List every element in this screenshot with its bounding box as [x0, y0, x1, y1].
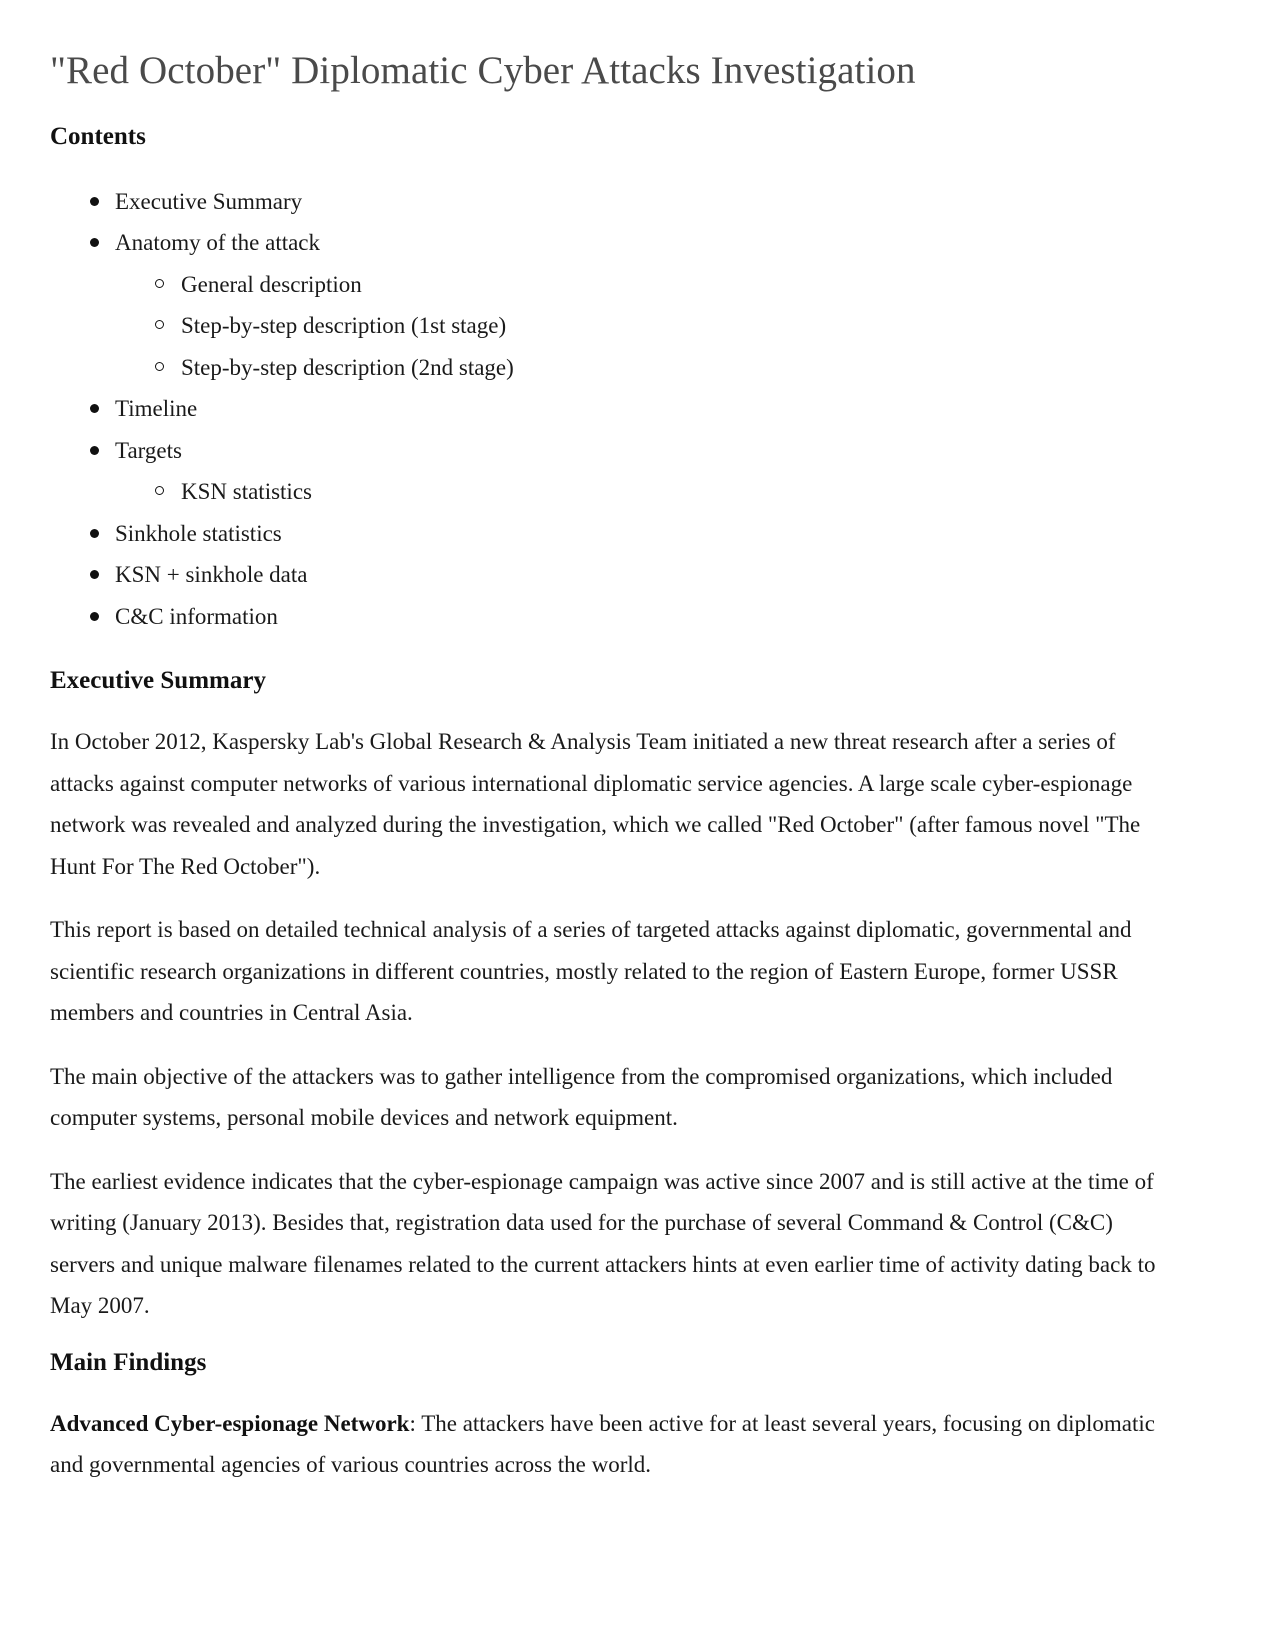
table-of-contents: [50, 181, 1175, 638]
executive-summary-paragraph: This report is based on detailed technical analysis of a series of targeted attacks against diplomatic, governmental and scientific research organizations in different countries, mostly related to the region of Eastern Europe, former USSR members and countries in Central Asia.: [50, 917, 1132, 1026]
toc-item-executive-summary[interactable]: Executive Summary: [90, 181, 1175, 223]
main-findings-heading: Main Findings: [50, 1348, 207, 1376]
executive-summary-paragraph: The main objective of the attackers was to gather intelligence from the compromised organizations, which included computer systems, personal mobile devices and network equipment.: [50, 1063, 1113, 1131]
toc-item-targets[interactable]: Targets: [90, 430, 1175, 472]
toc-item-general-description[interactable]: General description: [156, 264, 1175, 306]
toc-item-cc-information[interactable]: C&C information: [90, 596, 1175, 638]
toc-item-ksn-sinkhole-data[interactable]: KSN + sinkhole data: [90, 554, 1175, 596]
finding-text: : The attackers have been active for at least several years, focusing on diplomatic and governmental agencies of various countries across the world.: [50, 1410, 1155, 1478]
toc-item-timeline[interactable]: Timeline: [90, 388, 1175, 430]
toc-item-sinkhole-statistics[interactable]: Sinkhole statistics: [90, 513, 1175, 555]
executive-summary-paragraph: In October 2012, Kaspersky Lab's Global Research & Analysis Team initiated a new threat research after a series of attacks against computer networks of various international diplomatic service agencies. A large scale cyber-espionage network was revealed and analyzed during the investigation, which we called "Red October" (after famous novel "The Hunt For The Red October").: [50, 729, 1141, 879]
main-findings-paragraph: [50, 1403, 1175, 1486]
toc-item-step-by-step-1st-stage[interactable]: Step-by-step description (1st stage): [156, 305, 1175, 347]
executive-summary-paragraph: The earliest evidence indicates that the cyber-espionage campaign was active since 2007 and is still active at the time of writing (January 2013). Besides that, registration data used for the purchase of several Command & Control (C&C) servers and unique malware filenames related to the current attackers hints at even earlier time of activity dating back to May 2007.: [50, 1168, 1156, 1319]
toc-item-anatomy-of-the-attack[interactable]: Anatomy of the attack: [90, 222, 1175, 264]
executive-summary-heading: Executive Summary: [50, 667, 266, 695]
document-title: "Red October" Diplomatic Cyber Attacks Investigation: [50, 49, 916, 92]
toc-item-ksn-statistics[interactable]: KSN statistics: [156, 471, 1175, 513]
contents-heading: Contents: [50, 122, 146, 150]
finding-term: Advanced Cyber-espionage Network: [50, 1410, 410, 1436]
toc-item-step-by-step-2nd-stage[interactable]: Step-by-step description (2nd stage): [156, 347, 1175, 389]
